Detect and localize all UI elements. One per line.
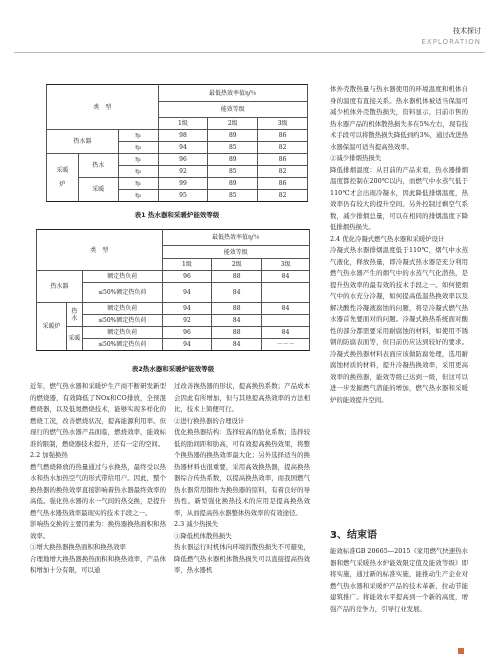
group-label-b: 炉	[59, 181, 66, 188]
table2-header-l2: 2级	[212, 259, 262, 271]
paragraph: 能效标准GB 20665—2015《家用燃气快速热水器和燃气采暖热水炉能效限定值及能效等级》即将实施，通过新的标准实施，能推动生产企业对燃气热水器和采暖炉产品的技术革新，拉动节能建筑推广。将能效水平提高到一个新的高度，增强产品的竞争力，引导行业发展。	[330, 547, 468, 613]
table-cell: 84	[212, 283, 262, 303]
table-cell: 82	[258, 166, 308, 178]
subheading: ①增大换热器换热面积和换热效率	[30, 543, 126, 551]
table-cell: 85	[208, 166, 258, 178]
group-label-a: 采暖	[56, 167, 69, 174]
paragraph: 降低排烟温度：从目前的产品来看，热水器排烟温度都控制在200℃以内，而燃气中水蒸气低于110℃才会出现冷凝水，因此降低排烟温度，热效率仍有较大的提升空间。另外控制过剩空气系数，减少排烟总量，可以在相同的排烟温度下降低排烟热损失。	[330, 165, 468, 231]
table-cell: 94	[158, 142, 208, 154]
table-cell: 84	[262, 327, 310, 339]
right-column	[330, 84, 468, 406]
subheading: ①降低机体散热损失	[174, 531, 232, 540]
table-2	[36, 229, 310, 351]
table-cell: －－－	[262, 339, 310, 351]
table-2-caption: 表2热水器和采暖炉能效等级	[131, 365, 215, 373]
section-heading: 3、结束语	[330, 530, 377, 541]
table1-group-hw: 热水器	[47, 130, 119, 154]
subheading: ②减少排烟热损失	[330, 154, 382, 162]
paragraph: 影响热交换的主要因素为：换热器换热面积和热效率。	[30, 520, 166, 540]
table-cell: 84	[262, 303, 310, 315]
table-cell: 89	[208, 154, 258, 166]
end-mark-icon	[458, 640, 464, 659]
table-cell: 88	[212, 271, 262, 283]
table1-header-main: 最低热效率值η/％	[158, 85, 307, 102]
table-1	[46, 84, 308, 202]
table-cell: 94	[162, 303, 212, 315]
table2-header-main: 最低热效率值η/％	[162, 230, 309, 246]
paragraph: 冷凝式热水器排烟温度低于110℃，烟气中水蒸气液化，释放热量，即冷凝式热水器是充分利用燃气热水器产生的烟气中的水蒸气气化潜热，是提升热效率的最有效的技术手段之一。如何使烟气中的水充分冷凝，如何提高低温热换效率以及解决酸性冷凝液腐蚀的问题，将是冷凝式燃气热水器首先要面对的问题。冷凝式换热系统面对酸性的部分都需要采用耐腐蚀的材料，如使用不锈钢的防腐表面等，但目前仍应达到较好的要求。冷凝式换热器材料表面应该做防腐处理，选用耐腐蚀材质的材料，提升冷凝热换效率，采用更高效率的换热器，能效等级已达到一级，但这可以进一步发掘燃气潜能的增加，燃气热水器和采暖炉的能效提升空间。	[330, 246, 468, 404]
left-column	[30, 381, 166, 577]
table-cell: 89	[208, 178, 258, 190]
table-cell: 96	[158, 154, 208, 166]
table1-header-l1: 1级	[158, 118, 208, 130]
table-cell: 99	[158, 178, 208, 190]
table-cell: 85	[208, 142, 258, 154]
table-cell: 94	[162, 339, 212, 351]
table-cell: 88	[212, 327, 262, 339]
table-cell: 84	[212, 315, 262, 327]
table1-sub-hw: 热水	[78, 154, 118, 178]
table2-header-type: 类 型	[37, 230, 163, 271]
table1-header-type: 类 型	[47, 85, 159, 130]
table-cell: ≤50%额定热负荷	[82, 315, 162, 327]
table1-header-l2: 2级	[208, 118, 258, 130]
table-cell: η₁	[118, 178, 158, 190]
section-label: 技术探讨	[453, 27, 481, 35]
table-cell: η₁	[118, 130, 158, 142]
table-cell: η₂	[118, 166, 158, 178]
paragraph: 合理地增大换热器换热面积和换热效率，产品体积增加十分有限，可以通	[30, 554, 166, 574]
table-cell: ≤50%额定热负荷	[82, 283, 162, 303]
table2-sub-heat: 采暖	[66, 327, 82, 351]
table2-header-level: 能效等级	[162, 246, 309, 259]
table2-group-hw: 热水器	[37, 271, 83, 303]
section-label-en: EXPLORATION	[421, 38, 481, 46]
subheading: ②进行换热器的合理设计	[174, 416, 245, 425]
table-cell: 82	[258, 190, 308, 202]
table-cell: 85	[208, 190, 258, 202]
table2-header-l3: 3级	[262, 259, 310, 271]
subheading: 2.3 减少热损失	[174, 520, 219, 528]
table-cell: η₂	[118, 142, 158, 154]
table-cell: 82	[258, 142, 308, 154]
table-cell: 95	[158, 190, 208, 202]
table-cell: 96	[162, 327, 212, 339]
conclusion-block	[330, 546, 468, 615]
paragraph: 燃气燃烧释放的热量通过与水换热，最终受以热水和热水加热空气的形式带给用户。因此，整个换热器的换热效率直接影响着热水器最终效率的高低。强化热水器的水一气间的热交换，是提升燃气热水器热效率最现实的技术手段之一。	[30, 462, 166, 517]
table-cell: 额定热负荷	[82, 327, 162, 339]
table-cell: 92	[162, 315, 212, 327]
table1-group-heater	[47, 154, 79, 202]
table-cell: η₁	[118, 154, 158, 166]
table1-header-l3: 3级	[258, 118, 308, 130]
paragraph: 优化换热器结构：选择较高的肋化系数；选择较低的肋间距和肋高，可有效提高换热效果，将整个换热器的换热效率最大化；另外选择适当的换热器材料也很重要，采用高效换热器，提高换热器综合传热系数，以提高换热效率，而我国燃气热水器常用铜作为换热器的原料，有着良好的导热性。新型强化换热技术的应用是提高换热效率，从而提高热水器整体热效率的有效途径。	[174, 428, 310, 517]
table-cell: 84	[212, 339, 262, 351]
table-cell: ≤50%额定热负荷	[82, 339, 162, 351]
table-cell: 86	[258, 178, 308, 190]
table-cell: 额定热负荷	[82, 271, 162, 283]
header-rule	[14, 52, 485, 53]
table-cell: 84	[262, 271, 310, 283]
paragraph: 热水器运行时机体向环境的散热损失不可避免，降低燃气热水器机体散热损失可以直接提高热效率，热水器机	[174, 543, 310, 574]
table-cell: 额定热负荷	[82, 303, 162, 315]
table-cell: 89	[208, 130, 258, 142]
table1-header-level: 能效等级	[158, 102, 307, 118]
table-cell: 94	[162, 283, 212, 303]
table-cell: 92	[158, 166, 208, 178]
table-cell: η₂	[118, 190, 158, 202]
table-cell: 98	[158, 130, 208, 142]
paragraph: 近年，燃气热水器和采暖炉生产商不断研发新型的燃烧器，有效降低了NOx和CO排放，全预混燃烧器，以及低氮燃烧技术，能够实现多样化的燃烧工况，改善燃烧状况，提高能源利用率。但现行的燃气热水器产品面临，燃烧效率，能效标准的限制，燃烧器技术提升，还有一定的空间。	[30, 382, 166, 448]
subheading: 2.4 优化冷凝式燃气热水器和采暖炉设计	[330, 234, 445, 243]
table-cell: 96	[162, 271, 212, 283]
sub-label-b: 水	[71, 314, 78, 322]
table2-sub-hw	[66, 303, 82, 327]
table2-header-l1: 1级	[162, 259, 212, 271]
sub-label-a: 热	[71, 307, 78, 315]
paragraph: 过改善换热器的形状，提高换热系数；产品成本会因此有所增加，但与其他提高热效率的方法相比，技术上简便可行。	[174, 382, 310, 413]
table-cell: 88	[212, 303, 262, 315]
table-cell	[262, 315, 310, 327]
table-cell: 86	[258, 154, 308, 166]
paragraph: 体外壳散热量与热水器使用的环境温度和机体自身的温度有直接关系。热水器机体被适当保温可减少机体外壳散热损失，资料显示，目前市售的热水器产品的机体散热损失多在5%左右，现有技术手段可以将散热损失降低到约3%，通过改进热水器保温可适当提高热效率。	[330, 85, 468, 151]
table-1-caption: 表1 热水器和采暖炉能效等级	[134, 211, 220, 219]
table-cell: 86	[258, 130, 308, 142]
subheading: 2.2 加强换热	[30, 451, 68, 459]
table2-group-heater: 采暖炉	[37, 303, 67, 351]
table1-sub-heat: 采暖	[78, 178, 118, 202]
running-header	[421, 26, 481, 48]
middle-column	[174, 381, 310, 577]
table-cell	[262, 283, 310, 303]
